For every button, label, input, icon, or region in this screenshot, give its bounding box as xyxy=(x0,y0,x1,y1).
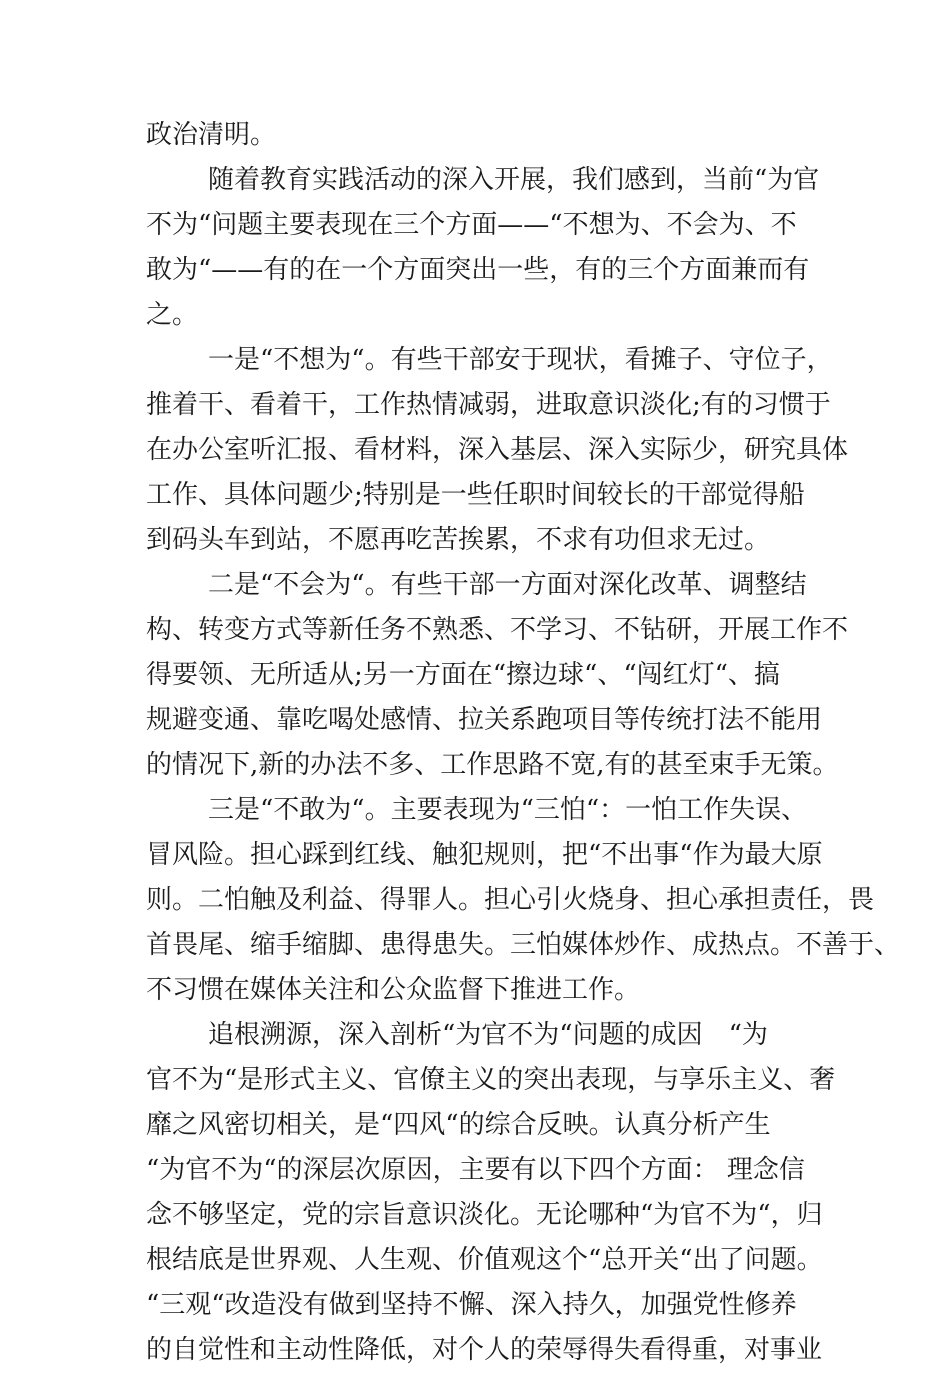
text-line: 三是“不敢为“。主要表现为“三怕“：一怕工作失误、 xyxy=(208,795,808,825)
paragraph-first-point xyxy=(146,338,849,563)
text-line: 不习惯在媒体关注和公众监督下推进工作。 xyxy=(146,975,641,1005)
paragraph-root-cause xyxy=(146,1013,836,1373)
document-body xyxy=(146,113,901,1373)
paragraph-second-point xyxy=(146,563,849,788)
text-line: 得要领、无所适从;另一方面在“擦边球“、“闯红灯“、搞 xyxy=(146,660,780,690)
text-line: 根结底是世界观、人生观、价值观这个“总开关“出了问题。 xyxy=(146,1245,823,1275)
text-line: 工作、具体问题少;特别是一些任职时间较长的干部觉得船 xyxy=(146,480,805,510)
text-line: 之。 xyxy=(146,300,199,330)
text-line: 到码头车到站，不愿再吃苦挨累，不求有功但求无过。 xyxy=(146,525,771,555)
text-line: 构、转变方式等新任务不熟悉、不学习、不钻研，开展工作不 xyxy=(146,615,849,645)
text-line: 推着干、看着干，工作热情减弱，进取意识淡化;有的习惯于 xyxy=(146,390,831,420)
text-line: 冒风险。担心踩到红线、触犯规则，把“不出事“作为最大原 xyxy=(146,840,823,870)
text-line: 的自觉性和主动性降低，对个人的荣辱得失看得重，对事业 xyxy=(146,1335,823,1365)
text-line: “三观“改造没有做到坚持不懈、深入持久，加强党性修养 xyxy=(146,1290,797,1320)
text-line: 首畏尾、缩手缩脚、患得患失。三怕媒体炒作、成热点。不善于、 xyxy=(146,930,901,960)
text-line: 追根溯源，深入剖析“为官不为“问题的成因 “为 xyxy=(208,1020,768,1050)
text-line: 的情况下,新的办法不多、工作思路不宽,有的甚至束手无策。 xyxy=(146,750,839,780)
paragraph-continuation xyxy=(146,113,806,158)
text-line: 敢为“——有的在一个方面突出一些，有的三个方面兼而有 xyxy=(146,255,810,285)
paragraph-third-point xyxy=(146,788,901,1013)
text-line: 一是“不想为“。有些干部安于现状，看摊子、守位子， xyxy=(208,345,833,375)
text-line: 念不够坚定，党的宗旨意识淡化。无论哪种“为官不为“，归 xyxy=(146,1200,823,1230)
text-line: 则。二怕触及利益、得罪人。担心引火烧身、担心承担责任，畏 xyxy=(146,885,875,915)
text-line: 随着教育实践活动的深入开展，我们感到，当前“为官 xyxy=(208,165,820,195)
text-line: 官不为“是形式主义、官僚主义的突出表现，与享乐主义、奢 xyxy=(146,1065,836,1095)
text-line: 政治清明。 xyxy=(146,120,277,150)
text-line: 二是“不会为“。有些干部一方面对深化改革、调整结 xyxy=(208,570,807,600)
text-line: “为官不为“的深层次原因，主要有以下四个方面： 理念信 xyxy=(146,1155,805,1185)
text-line: 规避变通、靠吃喝处感情、拉关系跑项目等传统打法不能用 xyxy=(146,705,823,735)
text-line: 不为“问题主要表现在三个方面——“不想为、不会为、不 xyxy=(146,210,797,240)
text-line: 靡之风密切相关，是“四风“的综合反映。认真分析产生 xyxy=(146,1110,771,1140)
text-line: 在办公室听汇报、看材料，深入基层、深入实际少，研究具体 xyxy=(146,435,849,465)
paragraph-intro xyxy=(146,158,820,338)
